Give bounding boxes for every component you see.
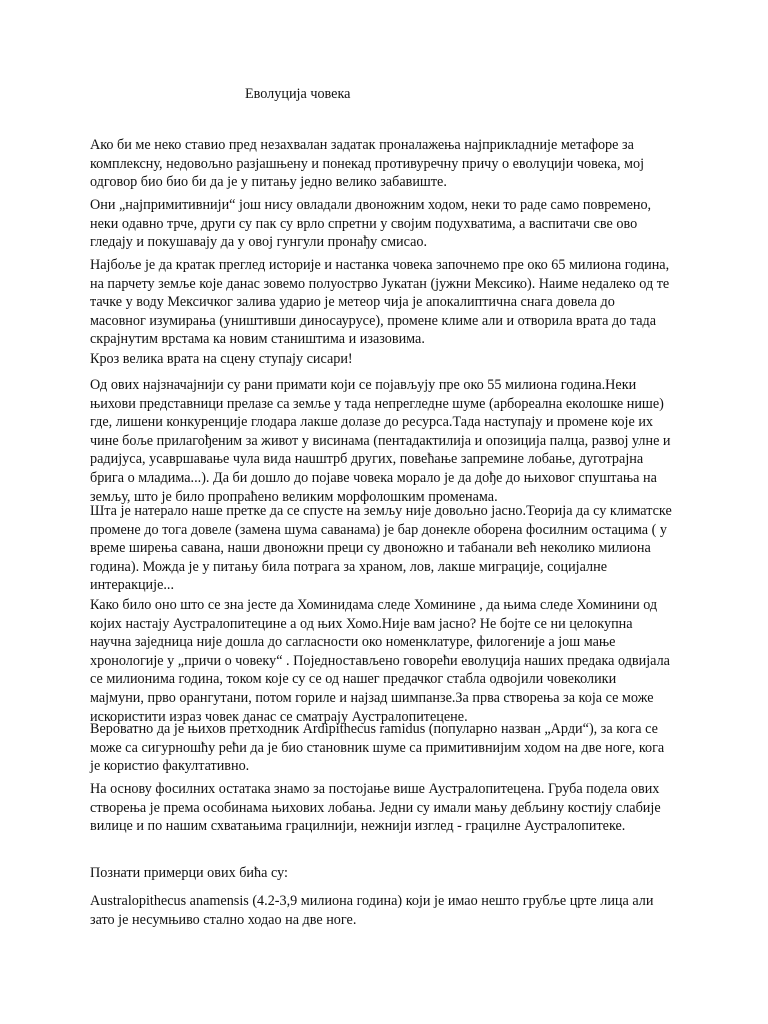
text-line: Најбоље је да кратак преглед историје и настанка човека започнемо пре око 65 милиона година,	[90, 257, 670, 273]
text-line: одговор био био би да је у питању једно велико забавиште.	[90, 174, 447, 191]
text-line: брига о младима...). Да би дошло до појаве човека морало је да дође до њиховог спуштања на	[90, 469, 657, 486]
text-line: њихови представници прелазе са земље у тада непрегледне шуме (арбореална еколошке нише)	[90, 395, 664, 412]
text-line: скрајнутим врстама ка новим стаништима и изазовима.	[90, 331, 425, 348]
text-line: гледају и покушавају да у овој гунгули пронађу смисао.	[90, 234, 428, 251]
paragraph-10	[90, 864, 670, 883]
text-line: научна заједница није дошла до сагласности око номенклатуре, филогеније а још мање	[90, 634, 616, 651]
text-line: Шта је натерало наше претке да се спусте на земљу није довољно јасно.Теорија да су климатске	[90, 503, 672, 519]
text-line: створења је према особинама њихових лобања. Једни су имали мању дебљину костију слабије	[90, 799, 661, 816]
paragraph-7	[90, 596, 670, 726]
paragraph-11	[90, 892, 670, 929]
text-line: време ширења савана, наши двоножни преци су двоножно и табанали већ неколико милиона	[90, 540, 651, 557]
paragraph-5	[90, 376, 670, 506]
text-line: се милионима година, током које су се од нашег предачког стабла одвојили човеколики	[90, 671, 617, 688]
text-line: Они „најпримитивнији“ још нису овладали двоножним ходом, неки то раде само повремено,	[90, 197, 652, 213]
paragraph-8	[90, 720, 670, 776]
text-line: тачке у воду Мексичког залива ударио је метеор чија је апокалиптична снага довела до	[90, 294, 615, 311]
paragraph-6	[90, 502, 670, 595]
text-line: Вероватно да је њихов претходник Ardipithecus ramidus (популарно назван „Арди“), за кога се	[90, 721, 658, 737]
text-line: мајмуни, прво орангутани, потом гориле и најзад шимпанзе.За прва створења за која се може	[90, 689, 654, 706]
text-line: неки одавно трче, други су пак су врло спретни у својим подухватима, а васпитачи све ово	[90, 215, 638, 232]
text-line: искористити израз човек данас се сматрају Аустралопитецене.	[90, 708, 468, 725]
paragraph-4	[90, 350, 670, 369]
paragraph-2	[90, 196, 670, 252]
text-line: на парчету земље које данас зовемо полуострво Јукатан (јужни Мексико). Наиме недалеко од те	[90, 275, 670, 292]
document-title: Еволуција човека	[245, 86, 351, 102]
text-line: масовног изумирања (уништивши диносаурусе), промене климе али и отворила врата до тада	[90, 312, 657, 329]
text-line: комплексну, недовољно разјашњену и понекад противуречну причу о еволуцији човека, мој	[90, 155, 645, 172]
text-line: промене до тога довеле (замена шума саванама) је бар донекле оборена фосилним остацима ( у	[90, 521, 668, 538]
text-line: На основу фосилних остатака знамо за постојање више Аустралопитецена. Груба подела ових	[90, 781, 660, 797]
text-line: којих настају Аустралопитецине а од њих Хомо.Није вам јасно? Не бојте се ни целокупна	[90, 615, 633, 632]
text-line: Кроз велика врата на сцену ступају сисари!	[90, 351, 353, 367]
paragraph-9	[90, 780, 670, 836]
text-line: Како било оно што се зна јесте да Хоминидама следе Хоминине , да њима следе Хоминини од	[90, 597, 658, 613]
text-line: земљу, што је било пропраћено великим морфолошким променама.	[90, 488, 498, 505]
paragraph-3	[90, 256, 670, 349]
paragraph-1	[90, 136, 670, 192]
text-line: хронологије у „причи о човеку“ . Поједностављено говорећи еволуција наших предака одвијала	[90, 652, 670, 669]
text-line: вилице и по нашим схватањима грацилнији, нежнији изглед - грацилне Аустралопитеке.	[90, 818, 626, 835]
text-line: Познати примерци ових бића су:	[90, 865, 288, 881]
text-line: Australopithecus anamensis (4.2-3,9 милиона година) који је имао нешто грубље црте лица али	[90, 893, 654, 909]
text-line: чине боље прилагођеним за живот у висинама (пентадактилија и опозиција палца, развој улне и	[90, 432, 671, 449]
text-line: зато је несумњиво стално ходао на две ноге.	[90, 911, 357, 928]
text-line: година). Можда је у питању била потрага за храном, лов, лакше миграције, социјалне	[90, 558, 608, 575]
text-line: Од ових најзначајнији су рани примати који се појављују пре око 55 милиона година.Неки	[90, 377, 637, 393]
text-line: интеракције...	[90, 577, 175, 594]
text-line: Ако би ме неко ставио пред незахвалан задатак проналажења најприкладније метафоре за	[90, 137, 634, 153]
text-line: где, лишени конкуренције глодара лакше долазе до ресурса.Тада наступају и промене које их	[90, 414, 654, 431]
text-line: је користио факултативно.	[90, 758, 250, 775]
text-line: може са сигурношћу рећи да је био становник шуме са примитивнијим ходом на две ноге, кога	[90, 739, 665, 756]
text-line: радијуса, усавршавање чула вида наuштрб других, повећање запремине лобање, дуготрајна	[90, 451, 644, 468]
